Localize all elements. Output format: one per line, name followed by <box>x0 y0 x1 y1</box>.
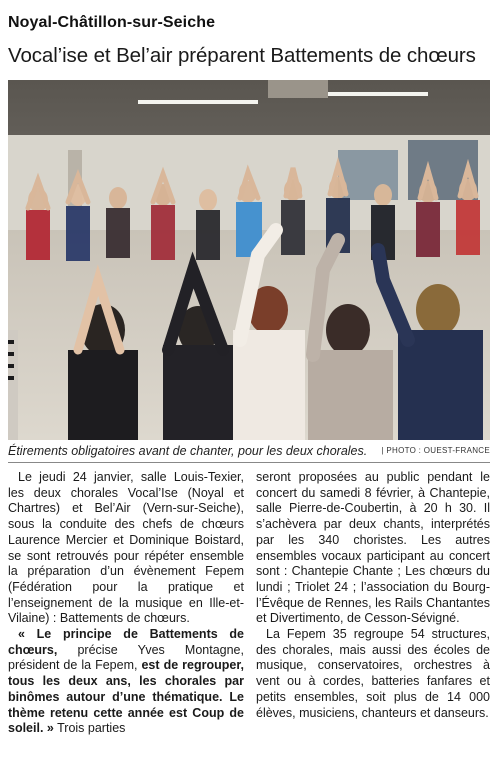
article-column-right <box>256 470 490 721</box>
quote-plain-text: Trois parties <box>53 721 126 736</box>
quote-bold-text: « Le principe de Battements de chœurs, <box>8 627 244 657</box>
location-kicker: Noyal-Châtillon-sur-Seiche <box>8 14 216 31</box>
photo-caption-row <box>8 442 490 463</box>
photo-credit: | PHOTO : OUEST-FRANCE <box>381 446 490 455</box>
article-paragraph: Le jeudi 24 janvier, salle Louis-Texier, les deux chorales Vocal’Ise (Noyal et Chartres) et Bel’Air (Vern-sur-Seiche), sous la conduite des chefs de chœurs Laurence Mercier et Dominique Boistard, se sont retrouvés pour répéter ensemble la préparation d’un évènement Fepem (Fédération pour la pratique et l’enseignement de la musique en Ille-et-Vilaine) : Battements de chœurs. <box>8 470 244 626</box>
quote-bold-text: est de regrouper, tous les deux ans, les chorales par binômes autour d’une thématique. Le thème retenu cette année est Coup de soleil. » <box>8 658 244 736</box>
article-paragraph: La Fepem 35 regroupe 54 structures, des chorales, mais aussi des écoles de musique, conservatoires, orchestres à vent ou à cordes, batteries fanfares et petits ensembles, soit plus de 14 000 élèves, musiciens, chanteurs et danseurs. <box>256 627 490 720</box>
photo-caption: Étirements obligatoires avant de chanter, pour les deux chorales. <box>8 444 368 458</box>
article-headline: Vocal’ise et Bel’air préparent Battements de chœurs <box>8 44 476 67</box>
article-paragraph: seront proposées au public pendant le concert du samedi 8 février, à Chantepie, salle Pierre-de-Coubertin, à 20 h 30. Il s’achèvera par deux chants, interprétés par les 340 choristes. Les autres ensembles vocaux participant au concert sont : Chantepie Chante ; Les chœurs du lundi ; Triolet 24 ; l’association du Bourg-l’Évêque de Rennes, les Rails Chantantes et Divertimento, de Cesson-Sévigné. <box>256 470 490 626</box>
quote-plain-text: précise Yves Montagne, président de la Fepem, <box>8 642 244 673</box>
choir-photo <box>8 80 490 440</box>
article-paragraph-quote <box>8 627 244 737</box>
article-column-left <box>8 470 244 737</box>
